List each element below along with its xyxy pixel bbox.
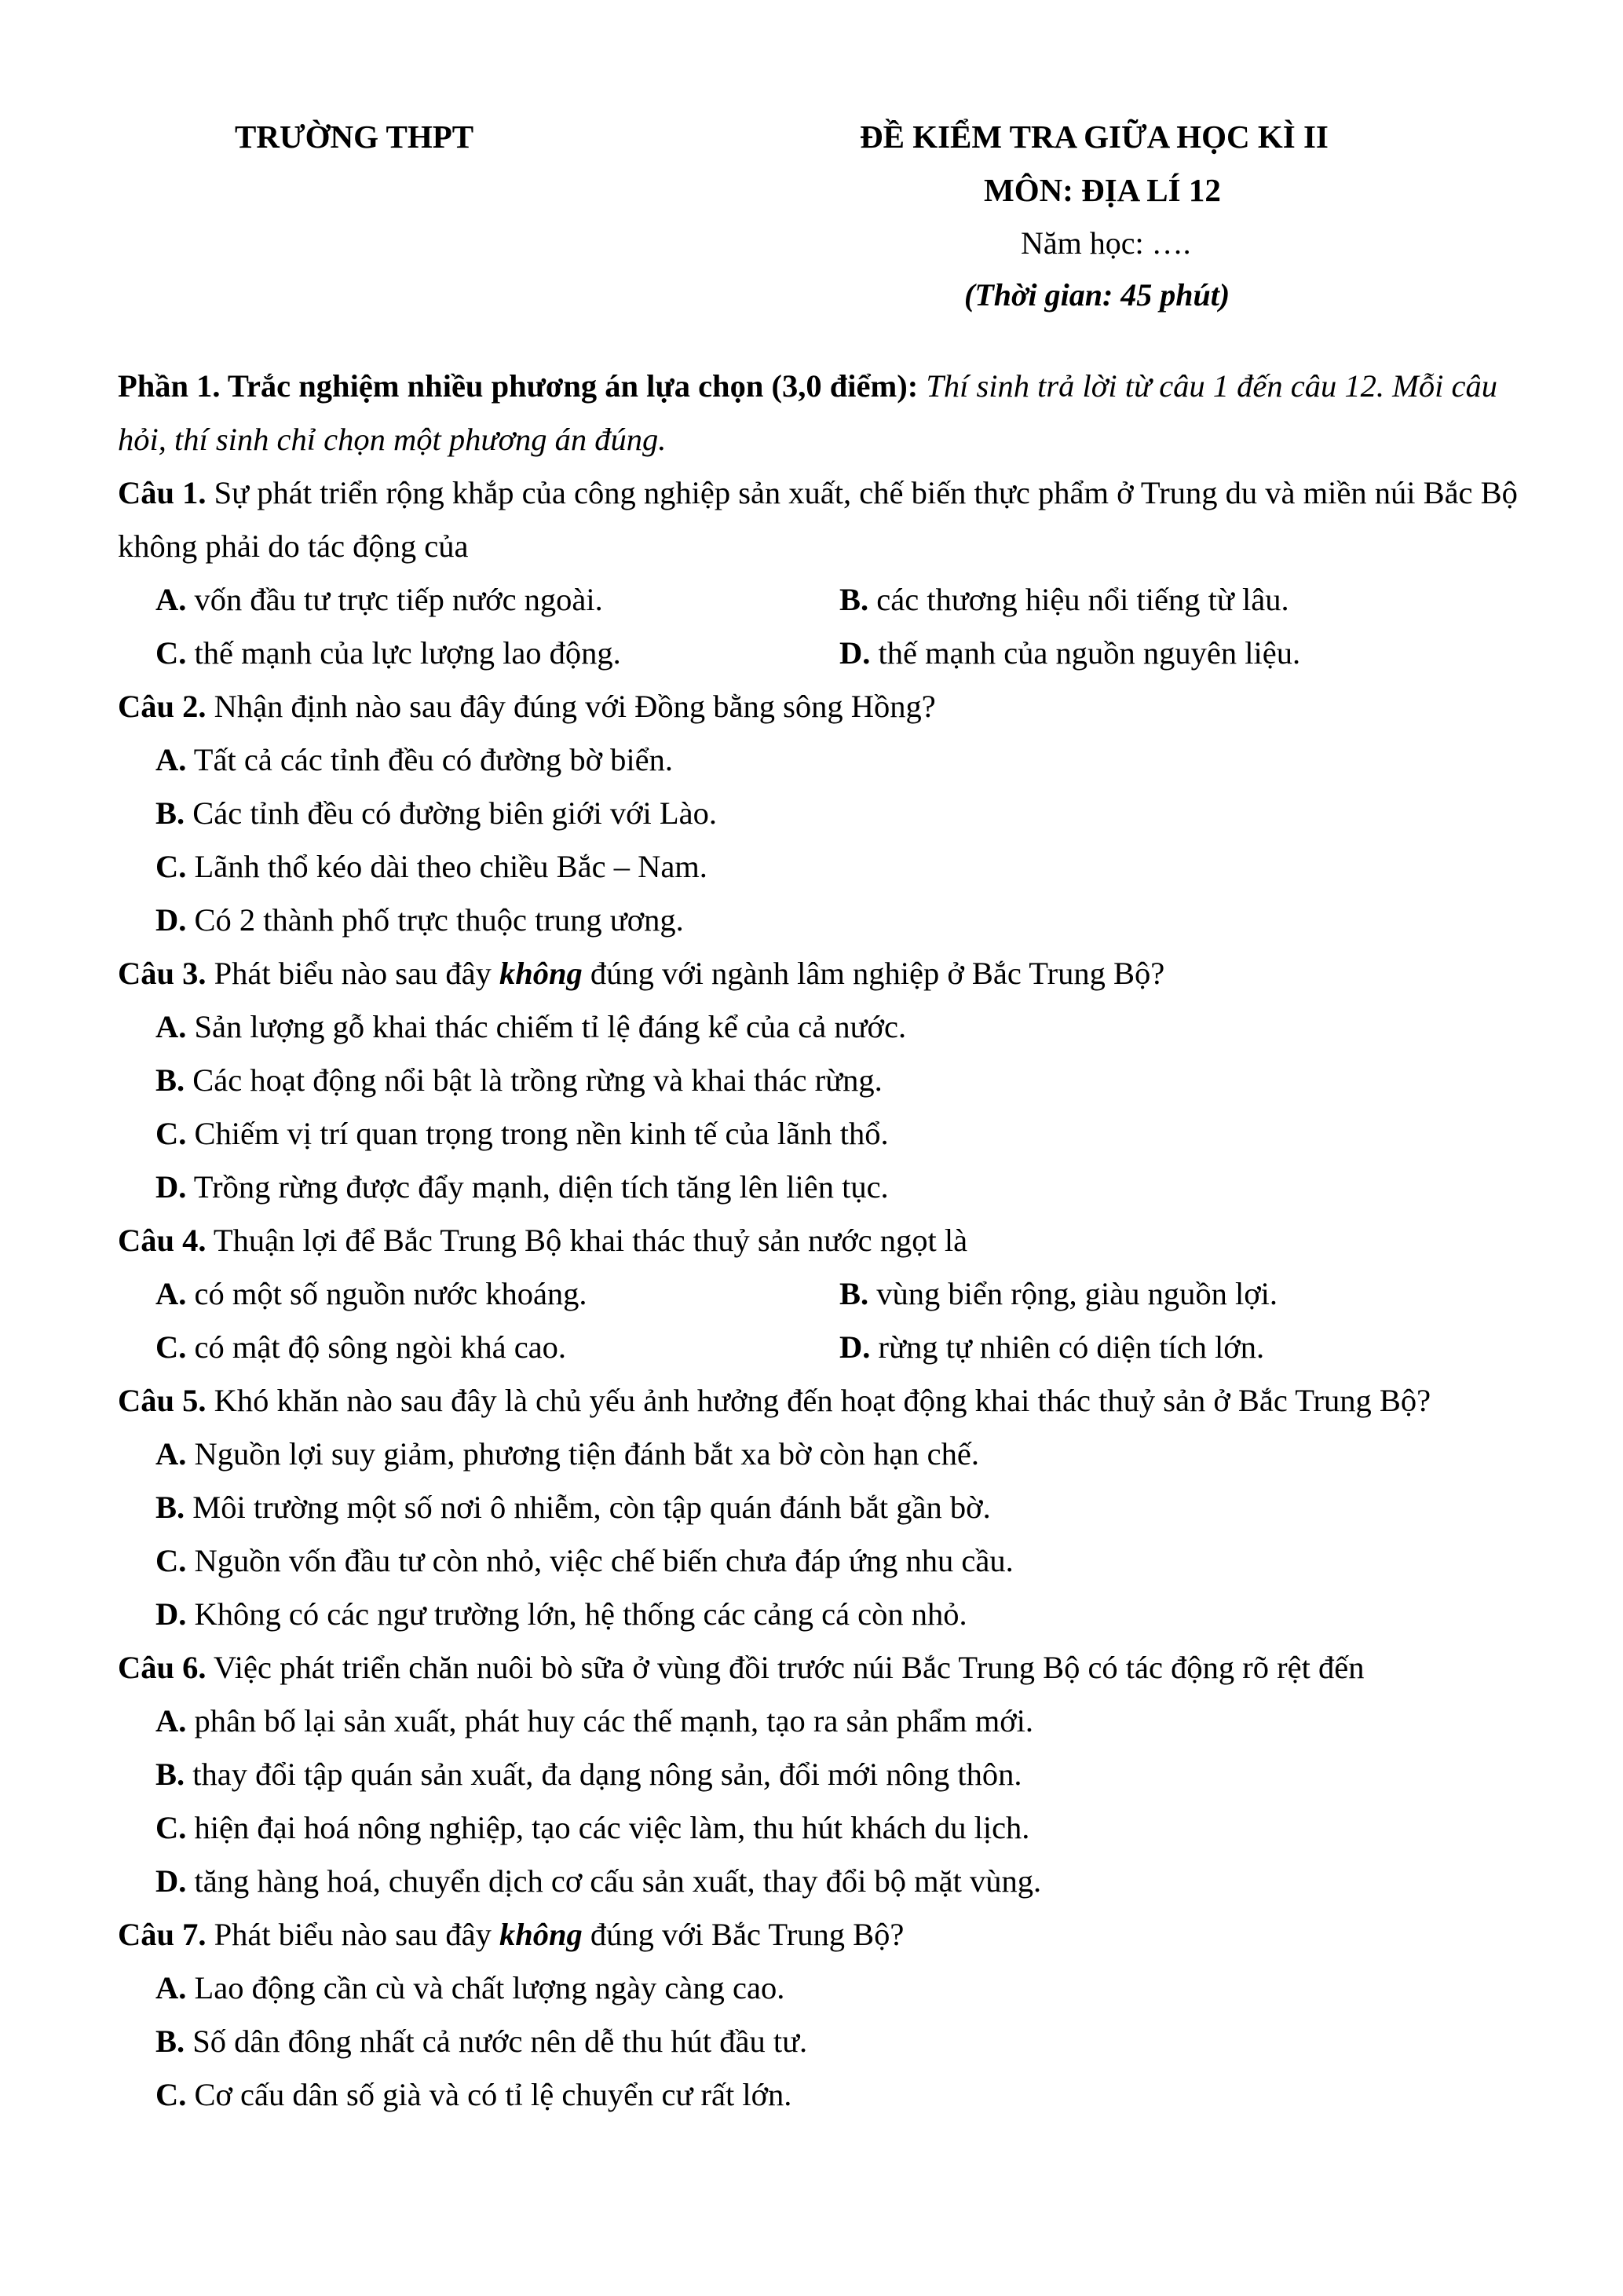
question-4	[118, 1214, 1523, 1267]
question-stem-emphasis: không	[499, 1917, 583, 1952]
option-text: Các hoạt động nổi bật là trồng rừng và khai thác rừng.	[185, 1062, 883, 1098]
option-key: A.	[155, 742, 187, 777]
options-row	[118, 573, 1523, 627]
option-key: C.	[155, 1810, 187, 1845]
option-text: Nguồn lợi suy giảm, phương tiện đánh bắt xa bờ còn hạn chế.	[186, 1436, 980, 1472]
school-year: Năm học: ….	[1021, 225, 1191, 261]
option-key: B.	[839, 582, 869, 617]
option-a[interactable]	[118, 1961, 1523, 2015]
option-text: Nguồn vốn đầu tư còn nhỏ, việc chế biến chưa đáp ứng nhu cầu.	[186, 1543, 1014, 1578]
option-c[interactable]	[118, 2068, 1523, 2122]
option-text: Chiếm vị trí quan trọng trong nền kinh tế của lãnh thổ.	[186, 1116, 889, 1151]
option-text: thay đổi tập quán sản xuất, đa dạng nông sản, đổi mới nông thôn.	[185, 1757, 1022, 1792]
option-b[interactable]	[118, 787, 1523, 840]
option-key: D.	[155, 1863, 187, 1899]
question-stem: Sự phát triển rộng khắp của công nghiệp sản xuất, chế biến thực phẩm ở Trung du và miền núi Bắc Bộ không phải do tác động của	[118, 475, 1518, 564]
option-text: thế mạnh của lực lượng lao động.	[186, 635, 621, 671]
option-key: D.	[155, 902, 187, 938]
option-b[interactable]	[118, 1748, 1523, 1801]
option-c[interactable]	[118, 840, 1523, 894]
option-text: có mật độ sông ngòi khá cao.	[186, 1329, 567, 1365]
question-stem-after: đúng với ngành lâm nghiệp ở Bắc Trung Bộ?	[582, 956, 1165, 991]
option-key: A.	[155, 1703, 187, 1738]
option-text: Sản lượng gỗ khai thác chiếm tỉ lệ đáng kể của cả nước.	[186, 1009, 907, 1044]
question-label: Câu 7.	[118, 1917, 207, 1952]
question-7	[118, 1908, 1523, 1961]
option-key: D.	[839, 1329, 871, 1365]
option-d[interactable]	[118, 894, 1523, 947]
option-a[interactable]	[118, 1428, 1523, 1481]
option-b[interactable]	[839, 1267, 1523, 1321]
option-b[interactable]	[118, 1054, 1523, 1107]
question-label: Câu 3.	[118, 956, 207, 991]
option-key: C.	[155, 1543, 187, 1578]
option-key: B.	[155, 1490, 185, 1525]
option-a[interactable]	[155, 573, 839, 627]
question-2	[118, 680, 1523, 733]
option-c[interactable]	[155, 627, 839, 680]
option-b[interactable]	[839, 573, 1523, 627]
option-key: B.	[155, 2024, 185, 2059]
exam-duration: (Thời gian: 45 phút)	[964, 277, 1230, 313]
question-label: Câu 1.	[118, 475, 207, 510]
question-6	[118, 1641, 1523, 1695]
option-text: vùng biển rộng, giàu nguồn lợi.	[868, 1276, 1278, 1311]
option-d[interactable]	[118, 1855, 1523, 1908]
option-c[interactable]	[118, 1534, 1523, 1588]
options-row	[118, 627, 1523, 680]
option-key: A.	[155, 1436, 187, 1472]
option-key: A.	[155, 582, 187, 617]
option-text: thế mạnh của nguồn nguyên liệu.	[870, 635, 1301, 671]
option-text: có một số nguồn nước khoáng.	[186, 1276, 587, 1311]
question-stem-after: đúng với Bắc Trung Bộ?	[582, 1917, 905, 1952]
part1-instruction: Thí sinh trả lời từ câu 1 đến câu 12. Mỗi câu hỏi, thí sinh chỉ chọn một phương án đúng.	[118, 368, 1497, 457]
option-text: Không có các ngư trường lớn, hệ thống các cảng cá còn nhỏ.	[186, 1596, 967, 1632]
option-a[interactable]	[118, 733, 1523, 787]
option-text: Cơ cấu dân số già và có tỉ lệ chuyển cư rất lớn.	[186, 2077, 792, 2112]
option-a[interactable]	[118, 1695, 1523, 1748]
option-c[interactable]	[118, 1107, 1523, 1161]
option-text: hiện đại hoá nông nghiệp, tạo các việc làm, thu hút khách du lịch.	[186, 1810, 1030, 1845]
question-stem-emphasis: không	[499, 956, 583, 991]
option-key: C.	[155, 2077, 187, 2112]
option-text: phân bố lại sản xuất, phát huy các thế mạnh, tạo ra sản phẩm mới.	[186, 1703, 1033, 1738]
option-d[interactable]	[118, 1161, 1523, 1214]
question-1	[118, 466, 1523, 573]
exam-content	[118, 360, 1523, 2122]
option-text: Lãnh thổ kéo dài theo chiều Bắc – Nam.	[186, 849, 707, 884]
school-name: TRƯỜNG THPT	[235, 119, 474, 155]
option-d[interactable]	[839, 627, 1523, 680]
options-row	[118, 1321, 1523, 1374]
part1-title: Phần 1. Trắc nghiệm nhiều phương án lựa chọn (3,0 điểm):	[118, 368, 919, 404]
option-text: các thương hiệu nổi tiếng từ lâu.	[868, 582, 1289, 617]
option-text: tăng hàng hoá, chuyển dịch cơ cấu sản xuất, thay đổi bộ mặt vùng.	[186, 1863, 1042, 1899]
question-stem: Thuận lợi để Bắc Trung Bộ khai thác thuỷ sản nước ngọt là	[206, 1223, 968, 1258]
question-stem-before: Phát biểu nào sau đây	[206, 956, 499, 991]
option-c[interactable]	[118, 1801, 1523, 1855]
option-text: Số dân đông nhất cả nước nên dễ thu hút đầu tư.	[185, 2024, 808, 2059]
question-5	[118, 1374, 1523, 1428]
option-text: Các tỉnh đều có đường biên giới với Lào.	[185, 795, 717, 831]
option-key: C.	[155, 1329, 187, 1365]
option-text: Môi trường một số nơi ô nhiễm, còn tập quán đánh bắt gần bờ.	[185, 1490, 991, 1525]
question-3	[118, 947, 1523, 1000]
option-c[interactable]	[155, 1321, 839, 1374]
question-stem: Việc phát triển chăn nuôi bò sữa ở vùng đồi trước núi Bắc Trung Bộ có tác động rõ rệt đến	[206, 1650, 1365, 1685]
option-b[interactable]	[118, 1481, 1523, 1534]
option-d[interactable]	[839, 1321, 1523, 1374]
option-key: C.	[155, 635, 187, 671]
question-label: Câu 4.	[118, 1223, 207, 1258]
option-b[interactable]	[118, 2015, 1523, 2068]
question-label: Câu 2.	[118, 689, 207, 724]
option-key: B.	[839, 1276, 869, 1311]
option-key: C.	[155, 849, 187, 884]
part1-heading	[118, 360, 1523, 466]
option-key: D.	[155, 1596, 187, 1632]
option-key: D.	[155, 1169, 187, 1205]
question-label: Câu 6.	[118, 1650, 207, 1685]
option-key: B.	[155, 795, 185, 831]
option-text: vốn đầu tư trực tiếp nước ngoài.	[186, 582, 603, 617]
option-key: D.	[839, 635, 871, 671]
subject-title: MÔN: ĐỊA LÍ 12	[984, 172, 1221, 208]
options-row	[118, 1267, 1523, 1321]
question-label: Câu 5.	[118, 1383, 207, 1418]
option-key: B.	[155, 1062, 185, 1098]
option-text: Có 2 thành phố trực thuộc trung ương.	[186, 902, 684, 938]
option-text: Lao động cần cù và chất lượng ngày càng cao.	[186, 1970, 785, 2005]
option-key: A.	[155, 1970, 187, 2005]
option-a[interactable]	[155, 1267, 839, 1321]
option-key: C.	[155, 1116, 187, 1151]
option-a[interactable]	[118, 1000, 1523, 1054]
question-stem: Nhận định nào sau đây đúng với Đồng bằng sông Hồng?	[206, 689, 936, 724]
option-d[interactable]	[118, 1588, 1523, 1641]
option-key: A.	[155, 1009, 187, 1044]
option-text: Tất cả các tỉnh đều có đường bờ biển.	[186, 742, 673, 777]
option-text: Trồng rừng được đẩy mạnh, diện tích tăng lên liên tục.	[186, 1169, 889, 1205]
question-stem-before: Phát biểu nào sau đây	[206, 1917, 499, 1952]
option-key: B.	[155, 1757, 185, 1792]
option-key: A.	[155, 1276, 187, 1311]
question-stem: Khó khăn nào sau đây là chủ yếu ảnh hưởng đến hoạt động khai thác thuỷ sản ở Bắc Trung Bộ?	[206, 1383, 1431, 1418]
exam-title: ĐỀ KIỂM TRA GIỮA HỌC KÌ II	[860, 119, 1329, 155]
option-text: rừng tự nhiên có diện tích lớn.	[870, 1329, 1265, 1365]
